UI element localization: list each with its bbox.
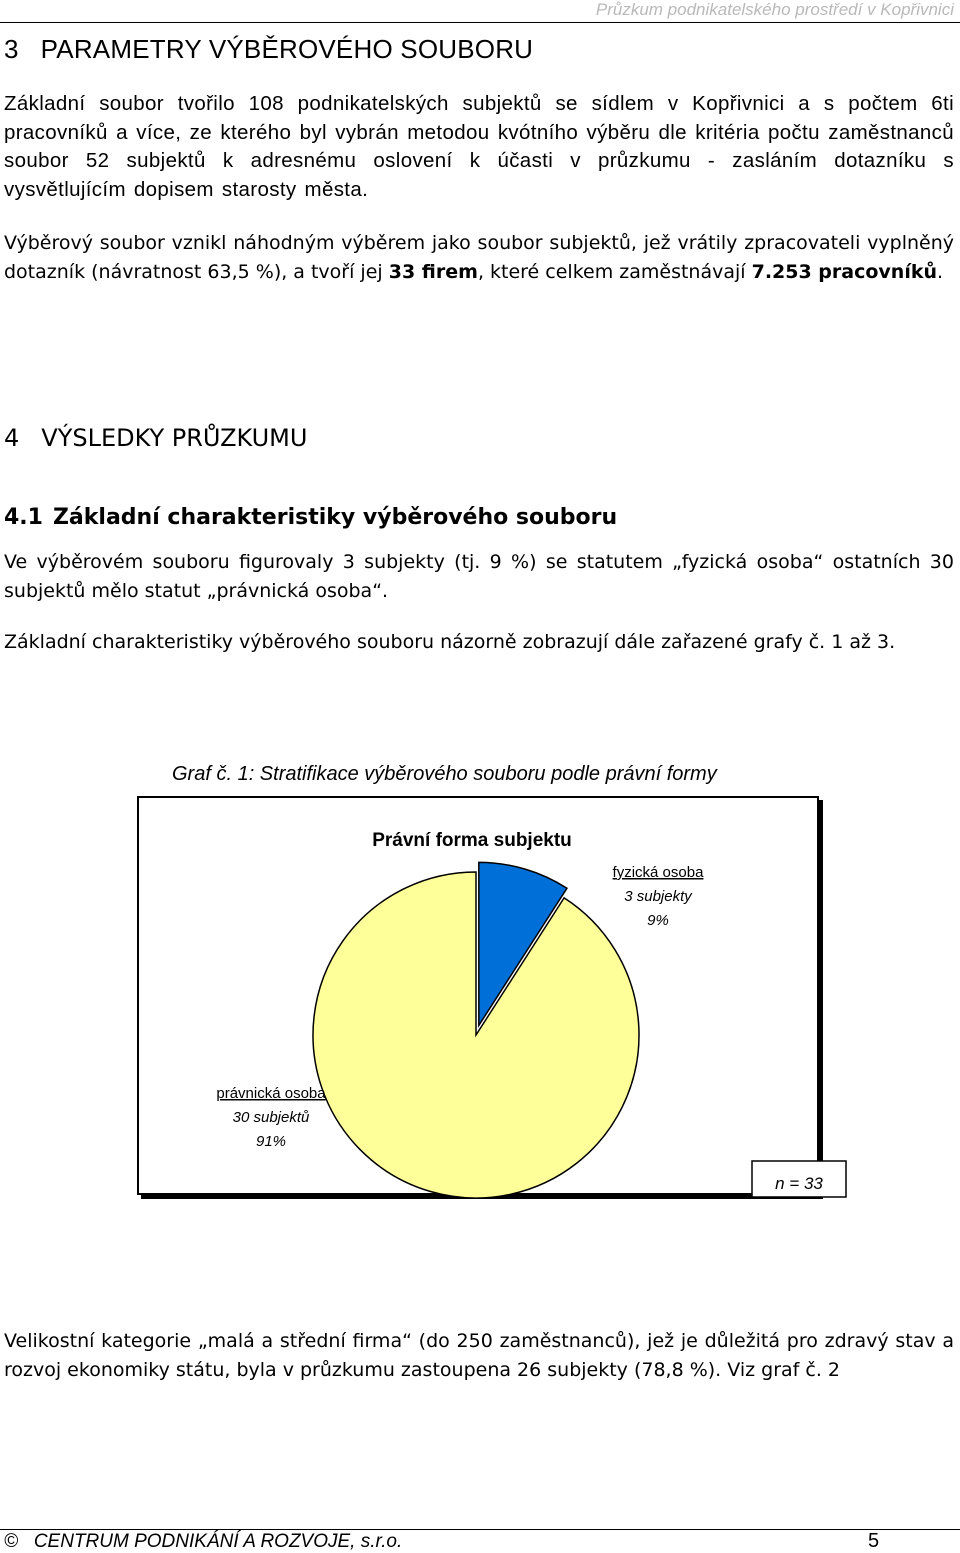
slice-label-count: 3 subjekty bbox=[624, 888, 692, 905]
section-4-paragraph-3: Velikostní kategorie „malá a střední firma“ (do 250 zaměstnanců), jež je důležitá pro zdravý stav a rozvoj ekonomiky státu, byla v průzkumu zastoupena 26 subjekty (78,8 %). Viz graf č. 2 bbox=[4, 1330, 954, 1381]
footer-company: © CENTRUM PODNIKÁNÍ A ROZVOJE, s.r.o. bbox=[4, 1531, 403, 1552]
section-4-heading bbox=[4, 424, 307, 452]
slice-label-name: fyzická osoba bbox=[612, 864, 704, 881]
section-4-paragraph-2: Základní charakteristiky výběrového souboru názorně zobrazují dále zařazené grafy č. 1 až 3. bbox=[4, 631, 896, 653]
chart-title: Právní forma subjektu bbox=[372, 830, 572, 851]
section-3-number: 3 bbox=[4, 34, 19, 64]
footer-rule bbox=[0, 1529, 960, 1530]
subsection-4-1-heading bbox=[4, 505, 617, 530]
subsection-title: Základní charakteristiky výběrového souboru bbox=[52, 505, 618, 530]
chart-frame bbox=[137, 796, 823, 1195]
running-header: Průzkum podnikatelského prostředí v Kopřivnici bbox=[595, 0, 954, 19]
section-4-paragraph-1: Ve výběrovém souboru figurovaly 3 subjekty (tj. 9 %) se statutem „fyzická osoba“ ostatních 30 subjektů mělo statut „právnická osoba“. bbox=[4, 551, 954, 602]
slice-label-count: 30 subjektů bbox=[232, 1109, 310, 1126]
slice-label-name: právnická osoba bbox=[216, 1085, 326, 1102]
slice-label-pct: 9% bbox=[647, 912, 669, 929]
p2-worker-count: 7.253 pracovníků bbox=[751, 260, 938, 283]
subsection-number: 4.1 bbox=[4, 505, 43, 530]
p2-firm-count: 33 firem bbox=[388, 260, 478, 283]
p2-text-2: , které celkem zaměstnávají bbox=[477, 260, 752, 283]
section-3-title: PARAMETRY VÝBĚROVÉHO SOUBORU bbox=[40, 34, 534, 64]
section-4-number: 4 bbox=[4, 424, 20, 452]
p2-text-end: . bbox=[937, 260, 944, 283]
p2-text-1: Výběrový soubor vznikl náhodným výběrem jako soubor subjektů, jež vrátily zpracovateli vyplněný dotazník (návratnost 63,5 %), a tvoří jej bbox=[4, 232, 954, 283]
page-number: 5 bbox=[868, 1530, 880, 1552]
section-3-heading bbox=[4, 34, 533, 65]
pie-slice-pravnicka-osoba bbox=[313, 872, 639, 1198]
chart-caption: Graf č. 1: Stratifikace výběrového souboru podle právní formy bbox=[172, 763, 717, 785]
section-3-paragraph-2 bbox=[4, 229, 954, 286]
section-3-paragraph-1: Základní soubor tvořilo 108 podnikatelských subjektů se sídlem v Kopřivnici a s počtem 6ti pracovníků a více, ze kterého byl vybrán metodou kvótního výběru dle kritéria počtu zaměstnanců soubor 52 subjektů k adresnému oslovení k účasti v průzkumu - zasláním dotazníku s vysvětlujícím dopisem starosty města. bbox=[4, 92, 954, 201]
pie-chart bbox=[139, 798, 823, 1193]
slice-label-pct: 91% bbox=[255, 1133, 287, 1150]
section-4-title: VÝSLEDKY PRŮZKUMU bbox=[41, 424, 308, 452]
n-label: n = 33 bbox=[775, 1174, 823, 1193]
header-rule bbox=[0, 22, 960, 23]
